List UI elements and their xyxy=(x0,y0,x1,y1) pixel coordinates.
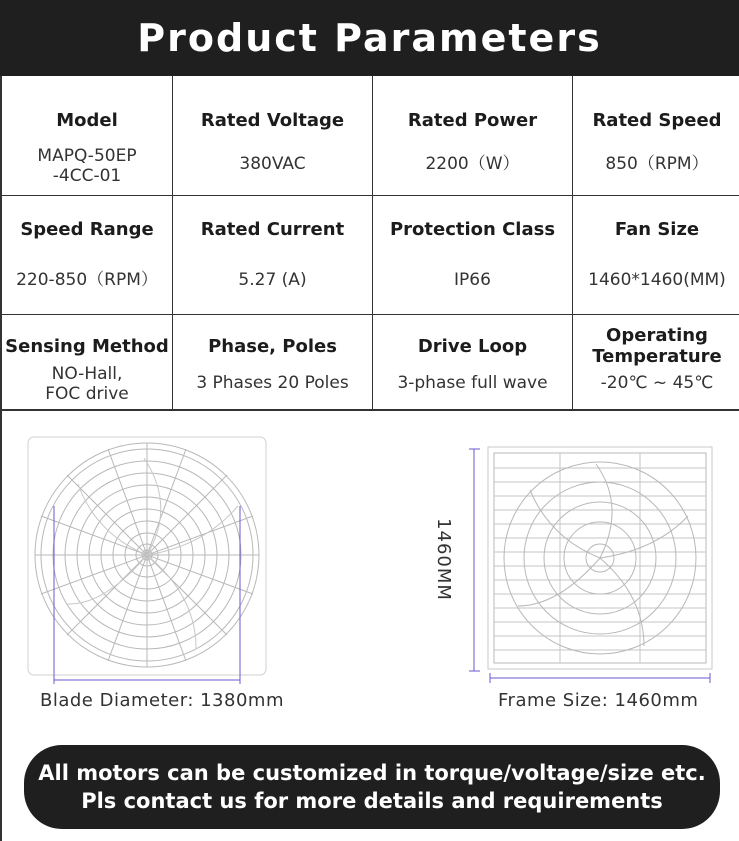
left-border xyxy=(0,411,2,841)
fan-frame-icon xyxy=(466,446,716,686)
param-cell-rated-speed xyxy=(573,76,739,195)
fan-guard-icon xyxy=(26,436,270,696)
customization-banner xyxy=(24,745,720,829)
param-cell-protection-class xyxy=(373,196,573,314)
param-value: IP66 xyxy=(454,270,491,290)
param-label: Model xyxy=(56,110,118,131)
param-value: MAPQ-50EP -4CC-01 xyxy=(37,146,137,186)
parameter-row xyxy=(2,315,739,411)
param-cell-speed-range xyxy=(2,196,173,314)
parameter-table xyxy=(0,76,739,411)
page-title: Product Parameters xyxy=(137,16,602,60)
param-value: 850（RPM） xyxy=(605,154,709,174)
banner-line-1: All motors can be customized in torque/voltage/size etc. xyxy=(38,761,706,785)
frame-drawing xyxy=(466,446,716,686)
param-label: Operating Temperature xyxy=(592,325,722,367)
param-value: 220-850（RPM） xyxy=(16,270,158,290)
param-label: Rated Speed xyxy=(592,110,722,131)
param-value: -20℃ ~ 45℃ xyxy=(600,373,714,393)
blade-diameter-caption: Blade Diameter: 1380mm xyxy=(40,690,284,711)
param-cell-fan-size xyxy=(573,196,739,314)
param-value: 3 Phases 20 Poles xyxy=(196,373,349,393)
param-label: Sensing Method xyxy=(5,336,169,357)
param-label: Speed Range xyxy=(20,219,154,240)
banner-line-2: Pls contact us for more details and requirements xyxy=(81,789,663,813)
param-value: 1460*1460(MM) xyxy=(588,270,726,290)
param-label: Protection Class xyxy=(389,219,556,240)
param-cell-operating-temperature xyxy=(573,315,739,409)
param-value: 2200（W） xyxy=(425,154,520,174)
blade-drawing xyxy=(26,436,270,696)
param-label: Drive Loop xyxy=(417,336,528,357)
frame-height-label: 1460MM xyxy=(432,518,454,601)
param-cell-rated-power xyxy=(373,76,573,195)
param-label: Rated Power xyxy=(407,110,538,131)
param-label: Phase, Poles xyxy=(208,336,337,357)
param-label: Rated Current xyxy=(200,219,345,240)
param-value: 380VAC xyxy=(239,154,306,174)
param-value: 5.27 (A) xyxy=(238,270,307,290)
parameter-row xyxy=(2,196,739,315)
param-cell-phase-poles xyxy=(173,315,373,409)
param-cell-drive-loop xyxy=(373,315,573,409)
param-value: 3-phase full wave xyxy=(397,373,548,393)
parameter-row xyxy=(2,76,739,196)
param-label: Fan Size xyxy=(614,219,700,240)
param-value: NO-Hall, FOC drive xyxy=(45,364,129,404)
param-cell-rated-voltage xyxy=(173,76,373,195)
param-cell-model xyxy=(2,76,173,195)
param-cell-rated-current xyxy=(173,196,373,314)
param-label: Rated Voltage xyxy=(200,110,345,131)
param-cell-sensing-method xyxy=(2,315,173,409)
header-bar xyxy=(0,0,739,76)
frame-size-caption: Frame Size: 1460mm xyxy=(498,690,699,711)
